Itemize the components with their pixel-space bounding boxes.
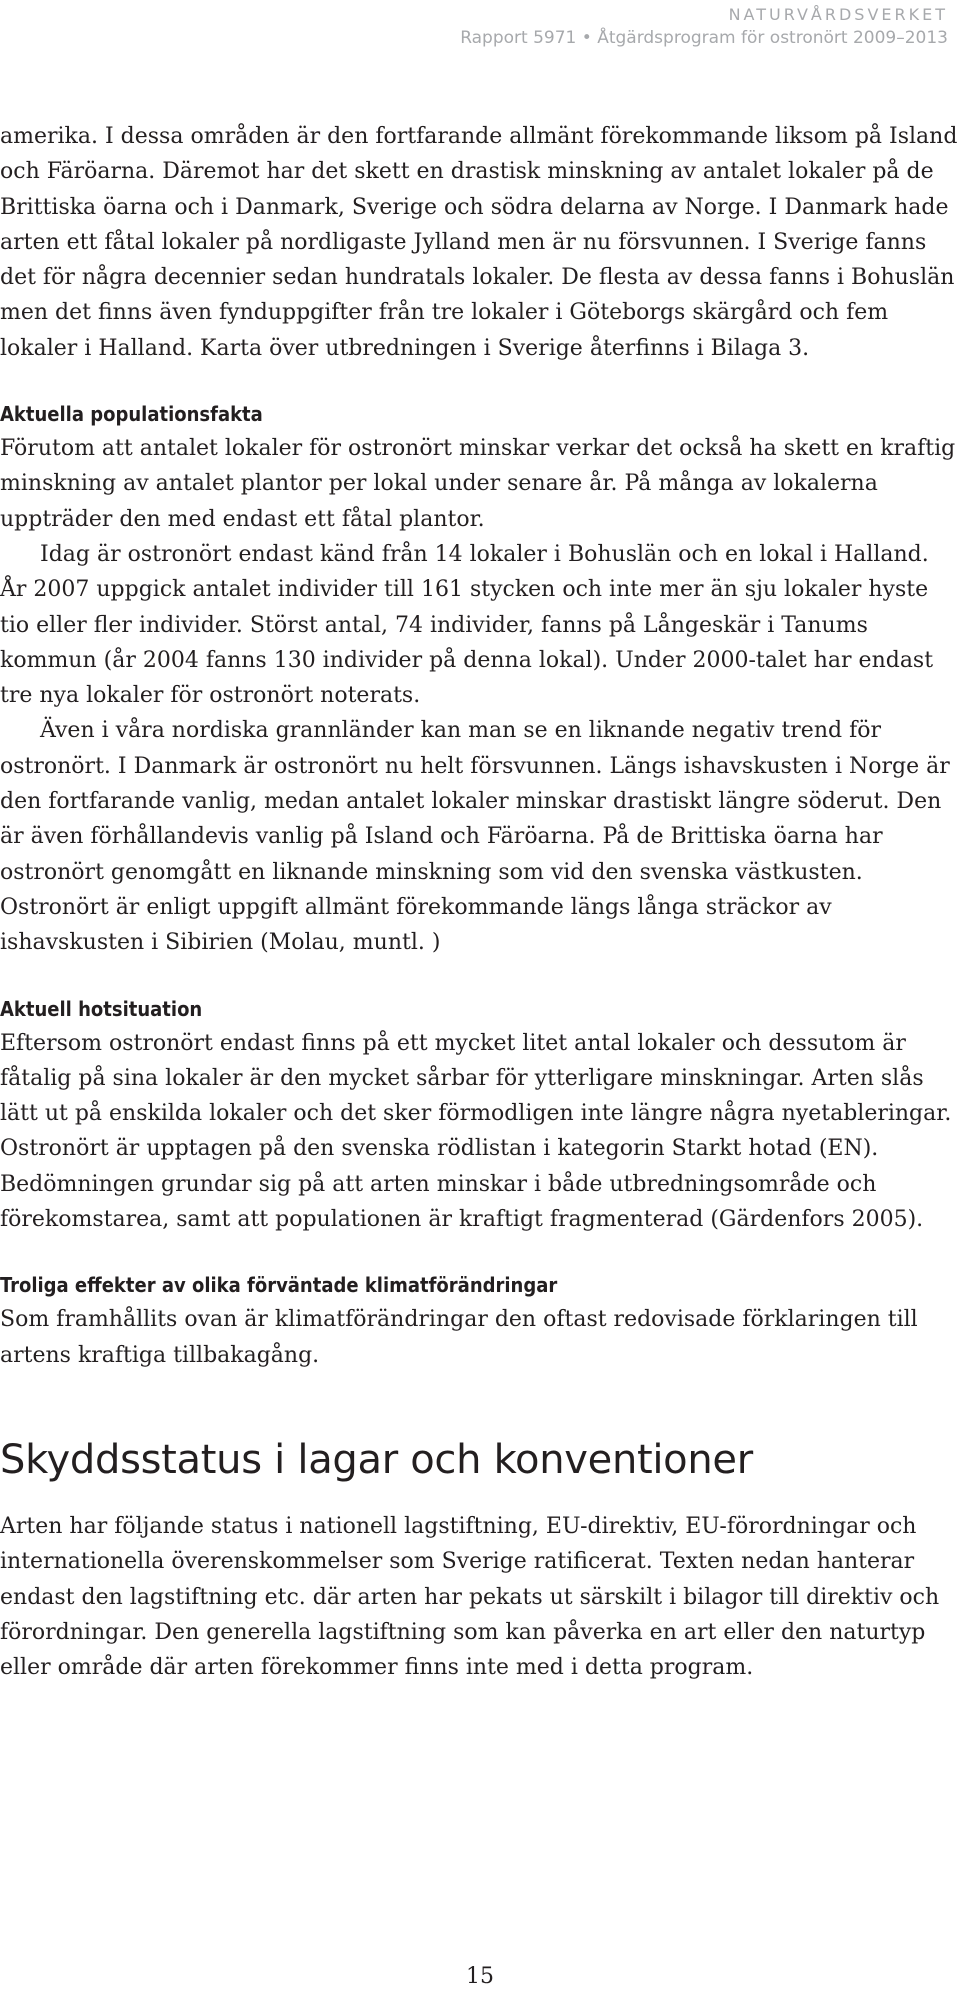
section-climate-effects [0, 1268, 958, 1373]
body-paragraph: Förutom att antalet lokaler för ostronört minskar verkar det också ha skett en kraftig minskning av antalet plantor per lokal under senare år. På många av lokalerna uppträder den med endast ett fåtal plantor. [0, 436, 956, 532]
body-paragraph: Även i våra nordiska grannländer kan man se en liknande negativ trend för ostronört. I Danmark är ostronört nu helt försvunnen. Längs ishavskusten i Norge är den fortfarande vanlig, medan antalet lokaler minskar drastiskt längre söderut. Den är även förhållandevis vanlig på Island och Färöarna. På de Brittiska öarna har ostronört genomgått en liknande minskning som vid den svenska västkusten. Ostronört är enligt uppgift allmänt förekommande längs långa sträckor av ishavskusten i Sibirien (Molau, muntl. ) [0, 718, 950, 956]
running-header [460, 4, 948, 50]
body-paragraph: Arten har följande status i nationell lagstiftning, EU-direktiv, EU-förordningar och internationella överenskommelser som Sverige ratificerat. Texten nedan hanterar endast den lagstiftning etc. där arten har pekats ut särskilt i bilagor till direktiv och förordningar. Den generella lagstiftning som kan påverka en art eller den naturtyp eller område där arten förekommer finns inte med i detta program. [0, 1513, 940, 1681]
section-heading: Aktuella populationsfakta [0, 402, 263, 427]
header-organization: NATURVÅRDSVERKET [728, 5, 948, 24]
page-number: 15 [466, 1964, 494, 1989]
intro-paragraph: amerika. I dessa områden är den fortfarande allmänt förekommande liksom på Island och Färöarna. Däremot har det skett en drastisk minskning av antalet lokaler på de Brittiska öarna och i Danmark, Sverige och södra delarna av Norge. I Danmark hade arten ett fåtal lokaler på nordligaste Jylland men är nu försvunnen. I Sverige fanns det för några decennier sedan hundratals lokaler. De flesta av dessa fanns i Bohuslän men det finns även fynduppgifter från tre lokaler i Göteborgs skärgård och fem lokaler i Halland. Karta över utbredningen i Sverige återfinns i Bilaga 3. [0, 124, 958, 361]
body-paragraph: Som framhållits ovan är klimatförändringar den oftast redovisade förklaringen till artens kraftiga tillbakagång. [0, 1307, 918, 1368]
section-heading: Aktuell hotsituation [0, 996, 203, 1021]
section-population-facts [0, 397, 958, 960]
body-paragraph: Idag är ostronört endast känd från 14 lokaler i Bohuslän och en lokal i Halland. År 2007 uppgick antalet individer till 161 stycken och inte mer än sju lokaler hyste tio eller fler individer. Störst antal, 74 individer, fanns på Långeskär i Tanums kommun (år 2004 fanns 130 individer på denna lokal). Under 2000-talet har endast tre nya lokaler för ostronört noterats. [0, 541, 934, 709]
chapter-heading: Skyddsstatus i lagar och konventioner [0, 1436, 753, 1483]
page-body [0, 119, 958, 1685]
chapter-protection-status [0, 1435, 958, 1685]
section-heading: Troliga effekter av olika förväntade klimatförändringar [0, 1273, 558, 1298]
body-paragraph: Eftersom ostronört endast finns på ett mycket litet antal lokaler och dessutom är fåtalig på sina lokaler är den mycket sårbar för ytterligare minskningar. Arten slås lätt ut på enskilda lokaler och det sker förmodligen inte längre några nyetableringar. Ostronört är upptagen på den svenska rödlistan i kategorin Starkt hotad (EN). Bedömningen grundar sig på att arten minskar i både utbredningsområde och förekomstarea, samt att populationen är kraftigt fragmenterad (Gärdenfors 2005). [0, 1030, 952, 1233]
header-report-title: Rapport 5971 • Åtgärdsprogram för ostronört 2009–2013 [460, 28, 948, 48]
section-threat-situation [0, 992, 958, 1238]
